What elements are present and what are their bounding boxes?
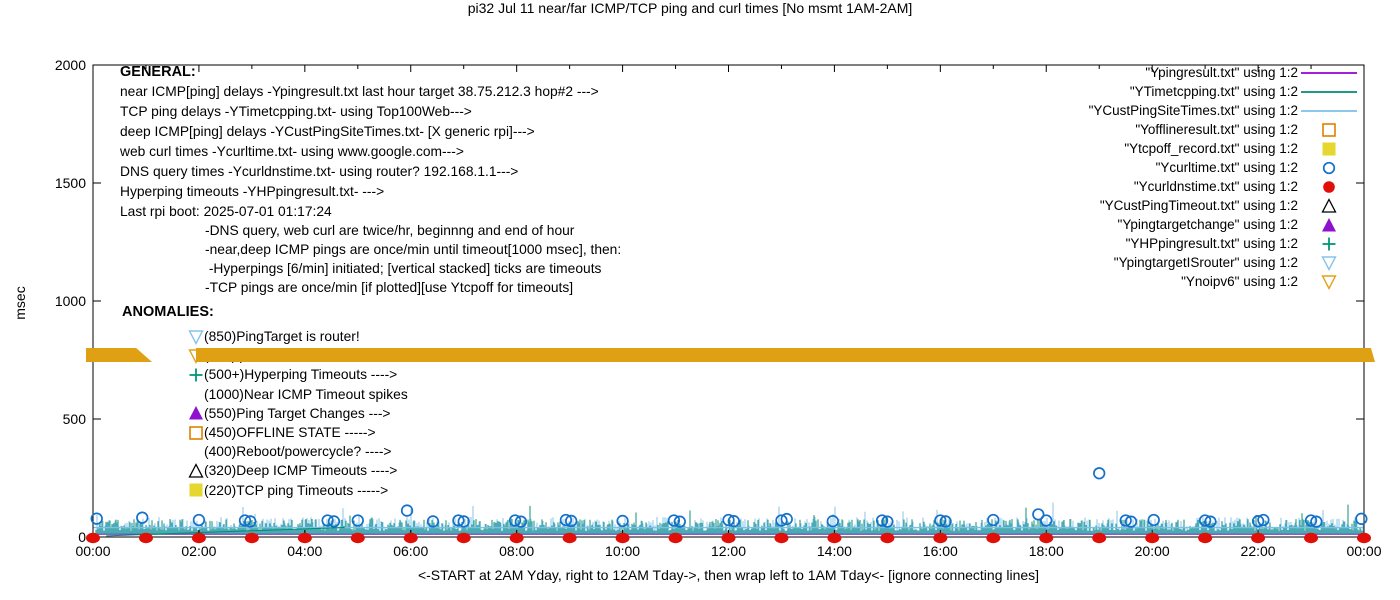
general-indented-line: -TCP pings are once/min [if plotted][use Ytcpoff for timeouts] [205,280,574,295]
x-axis-caption: <-START at 2AM Yday, right to 12AM Tday->, then wrap left to 1AM Tday<- [ignore connecting lines] [417,567,1040,583]
legend-entry [1010,196,1360,215]
x-tick-label: 20:00 [1134,543,1170,559]
anomaly-square-open-icon [188,425,204,441]
anomaly-item [188,481,388,500]
x-tick-label: 16:00 [922,543,958,559]
offline-band-main-segment [196,348,1366,362]
legend-entry [1010,158,1360,177]
legend-entry [1010,120,1360,139]
legend-triangle-down-open-icon [1298,274,1360,290]
legend-circle-open-icon [1298,160,1360,176]
anomaly-item [188,327,360,346]
anomaly-item [188,461,397,480]
y-tick-label: 2000 [54,57,86,73]
anomaly-label: (500+)Hyperping Timeouts ----> [204,367,398,383]
x-tick-label: 14:00 [816,543,852,559]
y-tick-label: 500 [62,411,86,427]
anomaly-plus-icon [188,367,204,383]
legend-label: "Yofflineresult.txt" using 1:2 [1135,122,1298,137]
legend-entry [1010,82,1360,101]
legend-label: "YHPpingresult.txt" using 1:2 [1125,236,1298,251]
legend-line-icon [1298,65,1360,81]
general-line: web curl times -Ycurltime.txt- using www.google.com---> [120,144,464,159]
legend-label: "Ynoipv6" using 1:2 [1181,274,1298,289]
legend-label: "Ytcpoff_record.txt" using 1:2 [1124,141,1298,156]
legend-entry [1010,177,1360,196]
no-icon [188,386,204,402]
general-line: Last rpi boot: 2025-07-01 01:17:24 [120,204,332,219]
x-tick-label: 00:00 [75,543,111,559]
legend-label: "Ypingresult.txt" using 1:2 [1145,65,1298,80]
x-tick-label: 00:00 [1346,543,1382,559]
legend-entry [1010,63,1360,82]
legend-entry [1010,101,1360,120]
general-indented-line: -DNS query, web curl are twice/hr, beginnng and end of hour [205,223,575,238]
general-annotation-block [120,64,599,224]
legend-label: "Ycurltime.txt" using 1:2 [1155,160,1298,175]
anomaly-item [188,365,397,384]
x-tick-label: 12:00 [710,543,747,559]
legend-triangle-up-filled-icon [1298,217,1360,233]
anomaly-label: (320)Deep ICMP Timeouts ----> [204,463,398,479]
legend-square-filled-icon [1298,141,1360,157]
general-indented-line: -Hyperpings [6/min] initiated; [vertical stacked] ticks are timeouts [205,261,602,276]
legend-triangle-up-open-icon [1298,198,1360,214]
general-line: near ICMP[ping] delays -Ypingresult.txt last hour target 38.75.212.3 hop#2 ---> [120,84,599,99]
x-tick-label: 22:00 [1240,543,1276,559]
legend-entry [1010,215,1360,234]
legend-triangle-down-open-icon [1298,255,1360,271]
y-axis-label: msec [12,286,28,320]
chart-title: pi32 Jul 11 near/far ICMP/TCP ping and curl times [No msmt 1AM-2AM] [467,0,913,16]
legend-entry [1010,272,1360,291]
legend-label: "YCustPingTimeout.txt" using 1:2 [1099,198,1298,213]
y-tick-label: 1000 [54,293,86,309]
x-tick-label: 02:00 [181,543,217,559]
y-tick-label: 1500 [54,175,86,191]
anomaly-label: (850)PingTarget is router! [204,329,360,344]
legend-label: "YCustPingSiteTimes.txt" using 1:2 [1088,103,1298,118]
legend-entry [1010,253,1360,272]
anomaly-item [188,404,391,423]
x-tick-label: 04:00 [287,543,323,559]
legend-label: "Ypingtargetchange" using 1:2 [1117,217,1298,232]
general-lines [120,84,599,224]
legend-plus-icon [1298,236,1360,252]
legend-entry [1010,139,1360,158]
anomaly-item [188,423,376,442]
legend-line-icon [1298,103,1360,119]
general-line: Hyperping timeouts -YHPpingresult.txt- ---> [120,184,385,199]
anomaly-item [188,385,408,404]
general-heading: GENERAL: [120,64,196,80]
legend-label: "YTimetcpping.txt" using 1:2 [1129,84,1298,99]
legend-entry [1010,234,1360,253]
general-indented-line: -near,deep ICMP pings are once/min until timeout[1000 msec], then: [205,242,622,257]
legend-label: "YpingtargetISrouter" using 1:2 [1113,255,1298,270]
x-tick-label: 18:00 [1028,543,1064,559]
anomaly-triangle-down-open-icon [188,329,204,345]
legend-square-open-icon [1298,122,1360,138]
anomaly-label: (450)OFFLINE STATE -----> [204,425,376,440]
anomaly-item [188,442,391,461]
anomaly-triangle-up-open-icon [188,463,204,479]
anomaly-square-filled-icon [188,482,204,498]
anomalies-heading: ANOMALIES: [122,304,214,320]
legend-label: "Ycurldnstime.txt" using 1:2 [1133,179,1298,194]
anomaly-triangle-up-filled-icon [188,405,204,421]
general-line: DNS query times -Ycurldnstime.txt- using router? 192.168.1.1---> [120,164,519,179]
anomaly-label: (1000)Near ICMP Timeout spikes [204,386,408,402]
y-tick-label: 0 [78,529,86,545]
x-tick-label: 06:00 [393,543,429,559]
x-tick-label: 10:00 [605,543,641,559]
legend-circle-filled-icon [1298,179,1360,195]
general-line: TCP ping delays -YTimetcpping.txt- using Top100Web---> [120,104,472,119]
anomaly-label: (400)Reboot/powercycle? ----> [204,444,392,460]
anomaly-label: (550)Ping Target Changes ---> [204,405,391,421]
legend-line-icon [1298,84,1360,100]
anomaly-label: (220)TCP ping Timeouts -----> [204,482,389,498]
general-line: deep ICMP[ping] delays -YCustPingSiteTimes.txt- [X generic rpi]---> [120,124,535,139]
x-tick-label: 08:00 [499,543,535,559]
general-indented-lines [205,223,621,299]
no-icon [188,444,204,460]
